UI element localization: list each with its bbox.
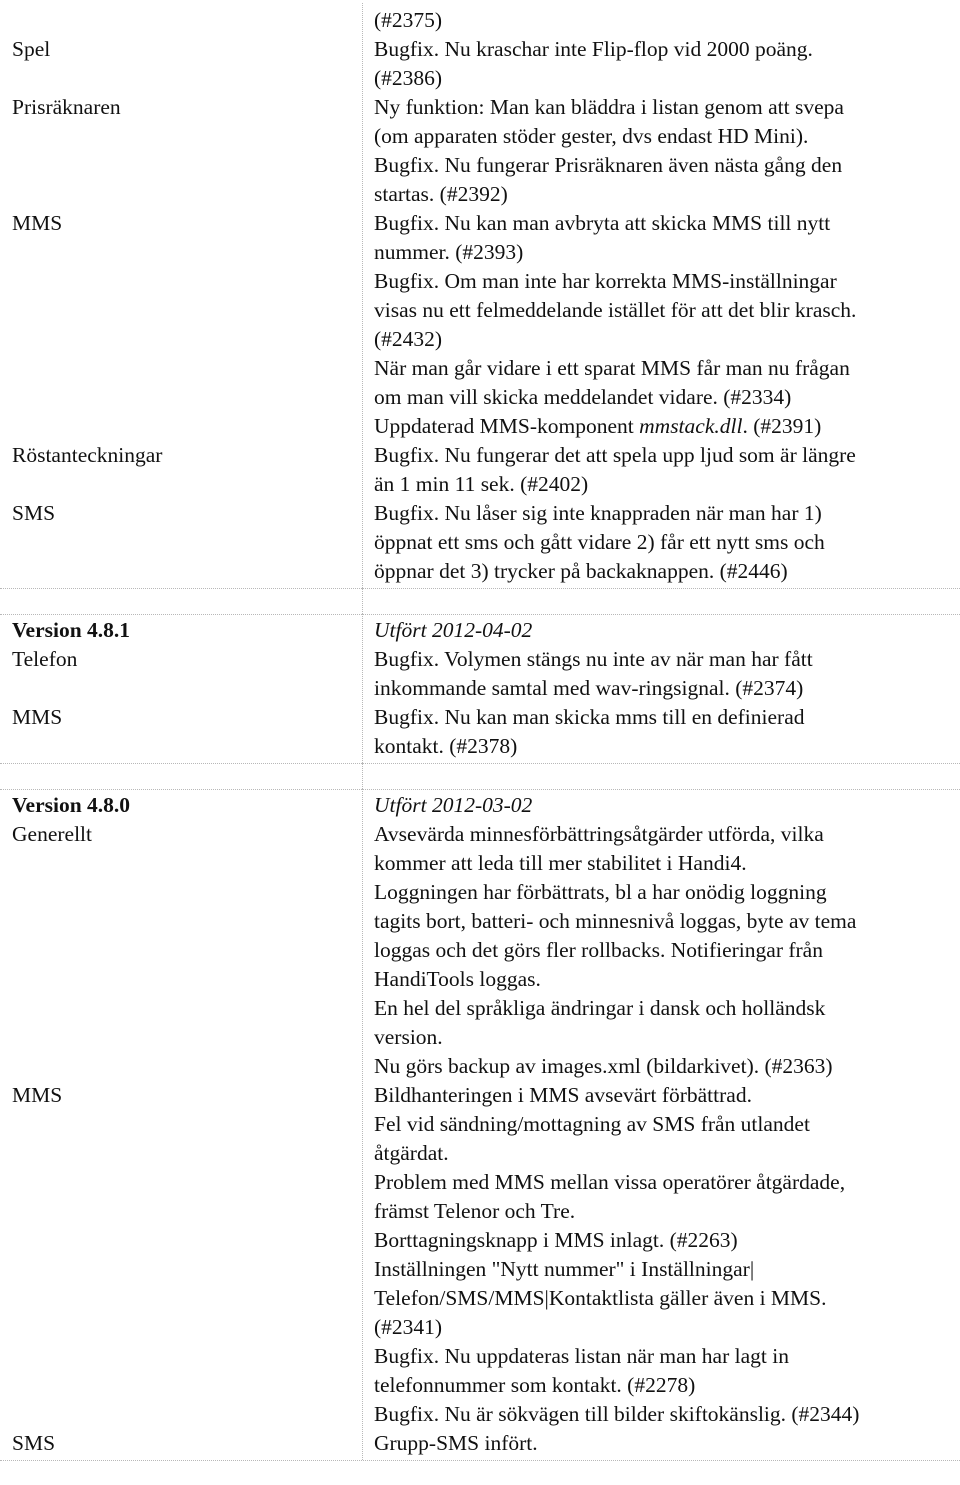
- version-date: Utfört 2012-04-02: [374, 618, 533, 642]
- description-line: [374, 209, 954, 238]
- description-line: [374, 528, 954, 557]
- description-line: [374, 994, 954, 1023]
- version-header-row: [0, 791, 960, 820]
- column-divider: [362, 3, 363, 588]
- description-text: Bugfix. Om man inte har korrekta MMS-inställningar: [374, 269, 837, 293]
- change-description: [374, 441, 954, 499]
- description-text: öppnat ett sms och gått vidare 2) får ett nytt sms och: [374, 530, 825, 554]
- table-divider: [0, 614, 960, 615]
- description-line: [374, 907, 954, 936]
- description-line: [374, 1255, 954, 1284]
- table-row: [0, 209, 960, 441]
- description-line: [374, 1342, 954, 1371]
- description-text: Avsevärda minnesförbättringsåtgärder utförda, vilka: [374, 822, 824, 846]
- column-divider: [362, 588, 363, 614]
- description-text: HandiTools loggas.: [374, 967, 541, 991]
- column-divider: [362, 763, 363, 789]
- description-line: [374, 325, 954, 354]
- description-text: Nu görs backup av images.xml (bildarkivet). (#2363): [374, 1054, 833, 1078]
- description-line: [374, 151, 954, 180]
- change-description: [374, 1429, 954, 1458]
- version-title: Version 4.8.0: [12, 793, 131, 817]
- description-text: Loggningen har förbättrats, bl a har onödig loggning: [374, 880, 827, 904]
- description-text: (#2386): [374, 66, 443, 90]
- description-text: tagits bort, batteri- och minnesnivå loggas, byte av tema: [374, 909, 857, 933]
- description-line: [374, 354, 954, 383]
- description-text: När man går vidare i ett sparat MMS får man nu frågan: [374, 356, 850, 380]
- table-row: [0, 441, 960, 499]
- description-line: [374, 1023, 954, 1052]
- table-row: [0, 499, 960, 586]
- description-line: [374, 1110, 954, 1139]
- component-label: Röstanteckningar: [12, 443, 163, 467]
- description-text: åtgärdat.: [374, 1141, 449, 1165]
- component-label: Spel: [12, 37, 51, 61]
- component-label: Prisräknaren: [12, 95, 121, 119]
- description-text: Bugfix. Nu fungerar det att spela upp ljud som är längre: [374, 443, 856, 467]
- version-header-row: [0, 616, 960, 645]
- description-line: [374, 238, 954, 267]
- table-row: [0, 93, 960, 209]
- description-text: Bildhanteringen i MMS avsevärt förbättrad.: [374, 1083, 752, 1107]
- component-label: MMS: [12, 211, 63, 235]
- change-description: [374, 35, 954, 93]
- description-text: (#2432): [374, 327, 443, 351]
- table-row: [0, 1429, 960, 1458]
- table-divider: [0, 763, 960, 764]
- description-text: kommer att leda till mer stabilitet i Handi4.: [374, 851, 747, 875]
- description-text: Uppdaterad MMS-komponent: [374, 414, 640, 438]
- component-label: SMS: [12, 1431, 56, 1455]
- file-name: mmstack.dll: [639, 414, 743, 438]
- description-line: [374, 1168, 954, 1197]
- change-description: [374, 703, 954, 761]
- description-line: [374, 849, 954, 878]
- change-description: [374, 1081, 954, 1429]
- description-line: [374, 122, 954, 151]
- description-text: Inställningen "Nytt nummer" i Inställningar|: [374, 1257, 755, 1281]
- description-text: visas nu ett felmeddelande istället för att det blir krasch.: [374, 298, 857, 322]
- description-text: Bugfix. Volymen stängs nu inte av när man har fått: [374, 647, 813, 671]
- component-label: MMS: [12, 705, 63, 729]
- column-divider: [362, 613, 363, 763]
- description-text: Bugfix. Nu låser sig inte knappraden när man har 1): [374, 501, 822, 525]
- description-line: [374, 1400, 954, 1429]
- description-line: [374, 1429, 954, 1458]
- description-text: telefonnummer som kontakt. (#2278): [374, 1373, 696, 1397]
- description-text: version.: [374, 1025, 443, 1049]
- table-divider: [0, 789, 960, 790]
- description-text: Ny funktion: Man kan bläddra i listan genom att svepa: [374, 95, 844, 119]
- description-text: än 1 min 11 sek. (#2402): [374, 472, 589, 496]
- change-description: [374, 209, 954, 441]
- description-text: Bugfix. Nu uppdateras listan när man har lagt in: [374, 1344, 789, 1368]
- component-label: Generellt: [12, 822, 92, 846]
- description-line: [374, 64, 954, 93]
- description-line: [374, 412, 954, 441]
- change-description: [374, 93, 954, 209]
- description-line: [374, 674, 954, 703]
- table-divider: [0, 1460, 960, 1461]
- description-line: [374, 557, 954, 586]
- description-text: nummer. (#2393): [374, 240, 524, 264]
- component-label: SMS: [12, 501, 56, 525]
- description-line: [374, 732, 954, 761]
- description-line: [374, 645, 954, 674]
- table-row: [0, 6, 960, 35]
- table-row: [0, 645, 960, 703]
- description-line: [374, 6, 954, 35]
- table-divider: [0, 588, 960, 589]
- description-text: Grupp-SMS infört.: [374, 1431, 538, 1455]
- description-line: [374, 1081, 954, 1110]
- description-line: [374, 267, 954, 296]
- table-row: [0, 1081, 960, 1429]
- description-text: Bugfix. Nu är sökvägen till bilder skiftokänslig. (#2344): [374, 1402, 860, 1426]
- version-date: Utfört 2012-03-02: [374, 793, 533, 817]
- description-text: kontakt. (#2378): [374, 734, 518, 758]
- description-text: Fel vid sändning/mottagning av SMS från utlandet: [374, 1112, 810, 1136]
- description-line: [374, 383, 954, 412]
- table-row: [0, 35, 960, 93]
- description-line: [374, 1052, 954, 1081]
- version-title: Version 4.8.1: [12, 618, 131, 642]
- table-row: [0, 703, 960, 761]
- component-label: Telefon: [12, 647, 78, 671]
- description-line: [374, 936, 954, 965]
- description-line: [374, 1284, 954, 1313]
- description-text: . (#2391): [742, 414, 822, 438]
- component-label: MMS: [12, 1083, 63, 1107]
- change-description: [374, 499, 954, 586]
- description-text: om man vill skicka meddelandet vidare. (#2334): [374, 385, 792, 409]
- description-line: [374, 1139, 954, 1168]
- description-line: [374, 441, 954, 470]
- description-line: [374, 1197, 954, 1226]
- description-text: Bugfix. Nu kan man avbryta att skicka MMS till nytt: [374, 211, 831, 235]
- description-text: startas. (#2392): [374, 182, 508, 206]
- description-text: främst Telenor och Tre.: [374, 1199, 576, 1223]
- description-text: Bugfix. Nu fungerar Prisräknaren även nästa gång den: [374, 153, 843, 177]
- description-line: [374, 1226, 954, 1255]
- change-description: [374, 6, 954, 35]
- description-line: [374, 470, 954, 499]
- description-line: [374, 180, 954, 209]
- description-text: inkommande samtal med wav-ringsignal. (#2374): [374, 676, 804, 700]
- description-text: Telefon/SMS/MMS|Kontaktlista gäller även i MMS.: [374, 1286, 827, 1310]
- description-text: (#2341): [374, 1315, 443, 1339]
- description-line: [374, 93, 954, 122]
- description-text: En hel del språkliga ändringar i dansk och holländsk: [374, 996, 826, 1020]
- description-text: öppnar det 3) trycker på backaknappen. (#2446): [374, 559, 788, 583]
- description-text: Bugfix. Nu kan man skicka mms till en definierad: [374, 705, 805, 729]
- description-line: [374, 703, 954, 732]
- description-text: loggas och det görs fler rollbacks. Notifieringar från: [374, 938, 823, 962]
- description-line: [374, 499, 954, 528]
- description-line: [374, 1313, 954, 1342]
- description-text: (om apparaten stöder gester, dvs endast HD Mini).: [374, 124, 809, 148]
- description-line: [374, 965, 954, 994]
- description-line: [374, 878, 954, 907]
- description-text: Bugfix. Nu kraschar inte Flip-flop vid 2000 poäng.: [374, 37, 813, 61]
- description-line: [374, 35, 954, 64]
- table-row: [0, 820, 960, 1081]
- description-text: (#2375): [374, 8, 443, 32]
- description-line: [374, 1371, 954, 1400]
- description-text: Borttagningsknapp i MMS inlagt. (#2263): [374, 1228, 738, 1252]
- description-text: Problem med MMS mellan vissa operatörer åtgärdade,: [374, 1170, 846, 1194]
- change-description: [374, 645, 954, 703]
- change-description: [374, 820, 954, 1081]
- column-divider: [362, 788, 363, 1460]
- description-line: [374, 820, 954, 849]
- description-line: [374, 296, 954, 325]
